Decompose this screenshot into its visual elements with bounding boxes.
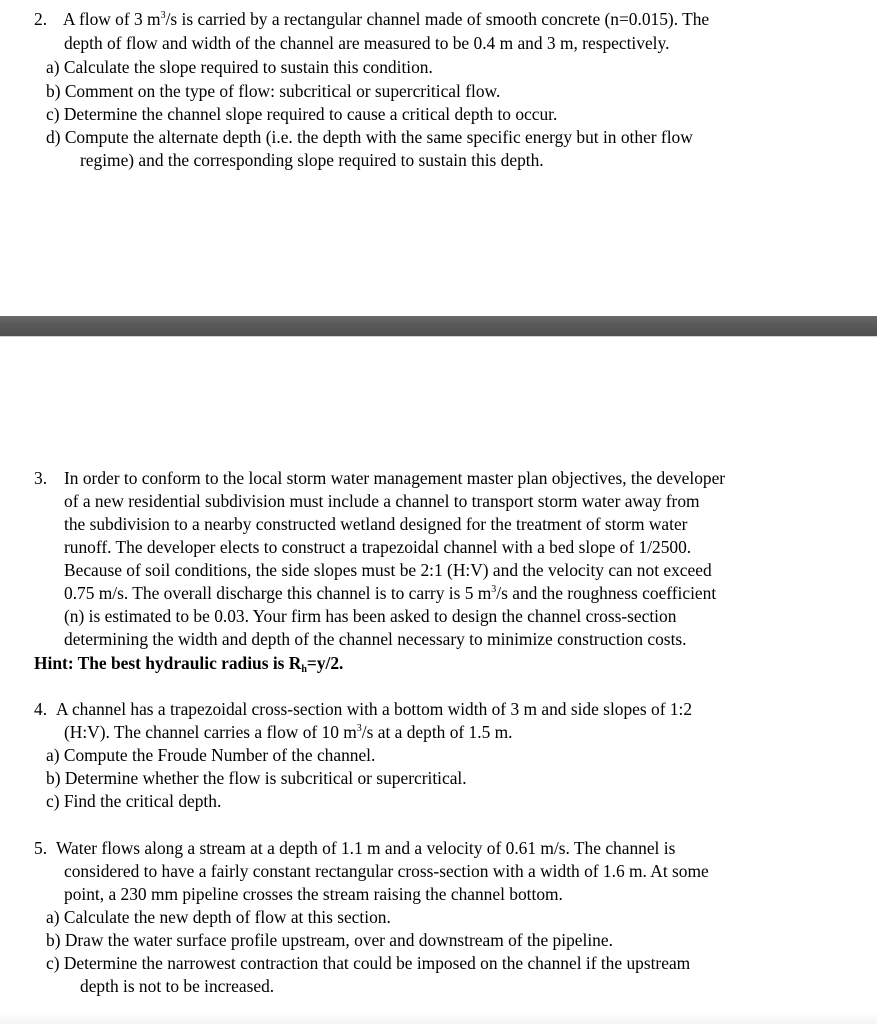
question-4-part-b: b) Determine whether the flow is subcritical or supercritical.: [46, 768, 467, 788]
question-3-line-4: runoff. The developer elects to construct a trapezoidal channel with a bed slope of 1/2500.: [64, 537, 692, 557]
question-2-part-d-line-2: regime) and the corresponding slope required to sustain this depth.: [80, 150, 544, 170]
question-2-part-a: a) Calculate the slope required to sustain this condition.: [46, 57, 433, 77]
question-5-line-2: considered to have a fairly constant rectangular cross-section with a width of 1.6 m. At some: [64, 861, 709, 881]
question-3-line-2: of a new residential subdivision must include a channel to transport storm water away from: [64, 491, 700, 511]
question-3-line-5: Because of soil conditions, the side slopes must be 2:1 (H:V) and the velocity can not exceed: [64, 560, 712, 580]
question-4-number: 4.: [34, 699, 48, 719]
question-4-part-a: a) Compute the Froude Number of the channel.: [46, 745, 376, 765]
question-3-line-6: 0.75 m/s. The overall discharge this channel is to carry is 5 $m^3/s$ and the roughness coefficient: [64, 583, 717, 603]
question-3-line-7: (n) is estimated to be 0.03. Your firm has been asked to design the channel cross-section: [64, 606, 677, 626]
question-3-line-3: the subdivision to a nearby constructed wetland designed for the treatment of storm water: [64, 514, 688, 534]
question-3-line-8: determining the width and depth of the channel necessary to minimize construction costs.: [64, 629, 687, 649]
question-5-number: 5.: [34, 838, 48, 858]
question-2-part-b: b) Comment on the type of flow: subcritical or supercritical flow.: [46, 81, 501, 101]
question-5-part-a: a) Calculate the new depth of flow at this section.: [46, 907, 391, 927]
page-divider: [0, 316, 877, 336]
question-5-line-1: Water flows along a stream at a depth of 1.1 m and a velocity of 0.61 m/s. The channel is: [56, 838, 676, 858]
question-3-hint: Hint: The best hydraulic radius is $R_h=y/2$.: [34, 653, 344, 675]
question-2-line-2: depth of flow and width of the channel are measured to be 0.4 m and 3 m, respectively.: [64, 33, 670, 53]
question-2-part-d-line-1: d) Compute the alternate depth (i.e. the depth with the same specific energy but in other flow: [46, 127, 693, 147]
question-3-line-1: In order to conform to the local storm water management master plan objectives, the developer: [64, 468, 726, 488]
question-4-line-2: (H:V). The channel carries a flow of 10 $m^3/s$ at a depth of 1.5 m.: [64, 722, 513, 742]
question-4-part-c: c) Find the critical depth.: [46, 791, 222, 811]
question-2-line-1: A flow of 3 $m^3/s$ is carried by a rectangular channel made of smooth concrete (n=0.015). The: [63, 9, 710, 29]
question-4-line-1: A channel has a trapezoidal cross-section with a bottom width of 3 m and side slopes of 1:2: [56, 699, 693, 719]
question-5-part-c-line-1: c) Determine the narrowest contraction that could be imposed on the channel if the upstream: [46, 953, 691, 973]
question-2-part-c: c) Determine the channel slope required to cause a critical depth to occur.: [46, 104, 558, 124]
question-5-line-3: point, a 230 mm pipeline crosses the stream raising the channel bottom.: [64, 884, 563, 904]
page-bottom-edge: [0, 1012, 877, 1024]
question-2-number: 2.: [34, 9, 48, 29]
question-5-part-c-line-2: depth is not to be increased.: [80, 976, 275, 996]
question-5-part-b: b) Draw the water surface profile upstream, over and downstream of the pipeline.: [46, 930, 613, 950]
question-3-number: 3.: [34, 468, 48, 488]
